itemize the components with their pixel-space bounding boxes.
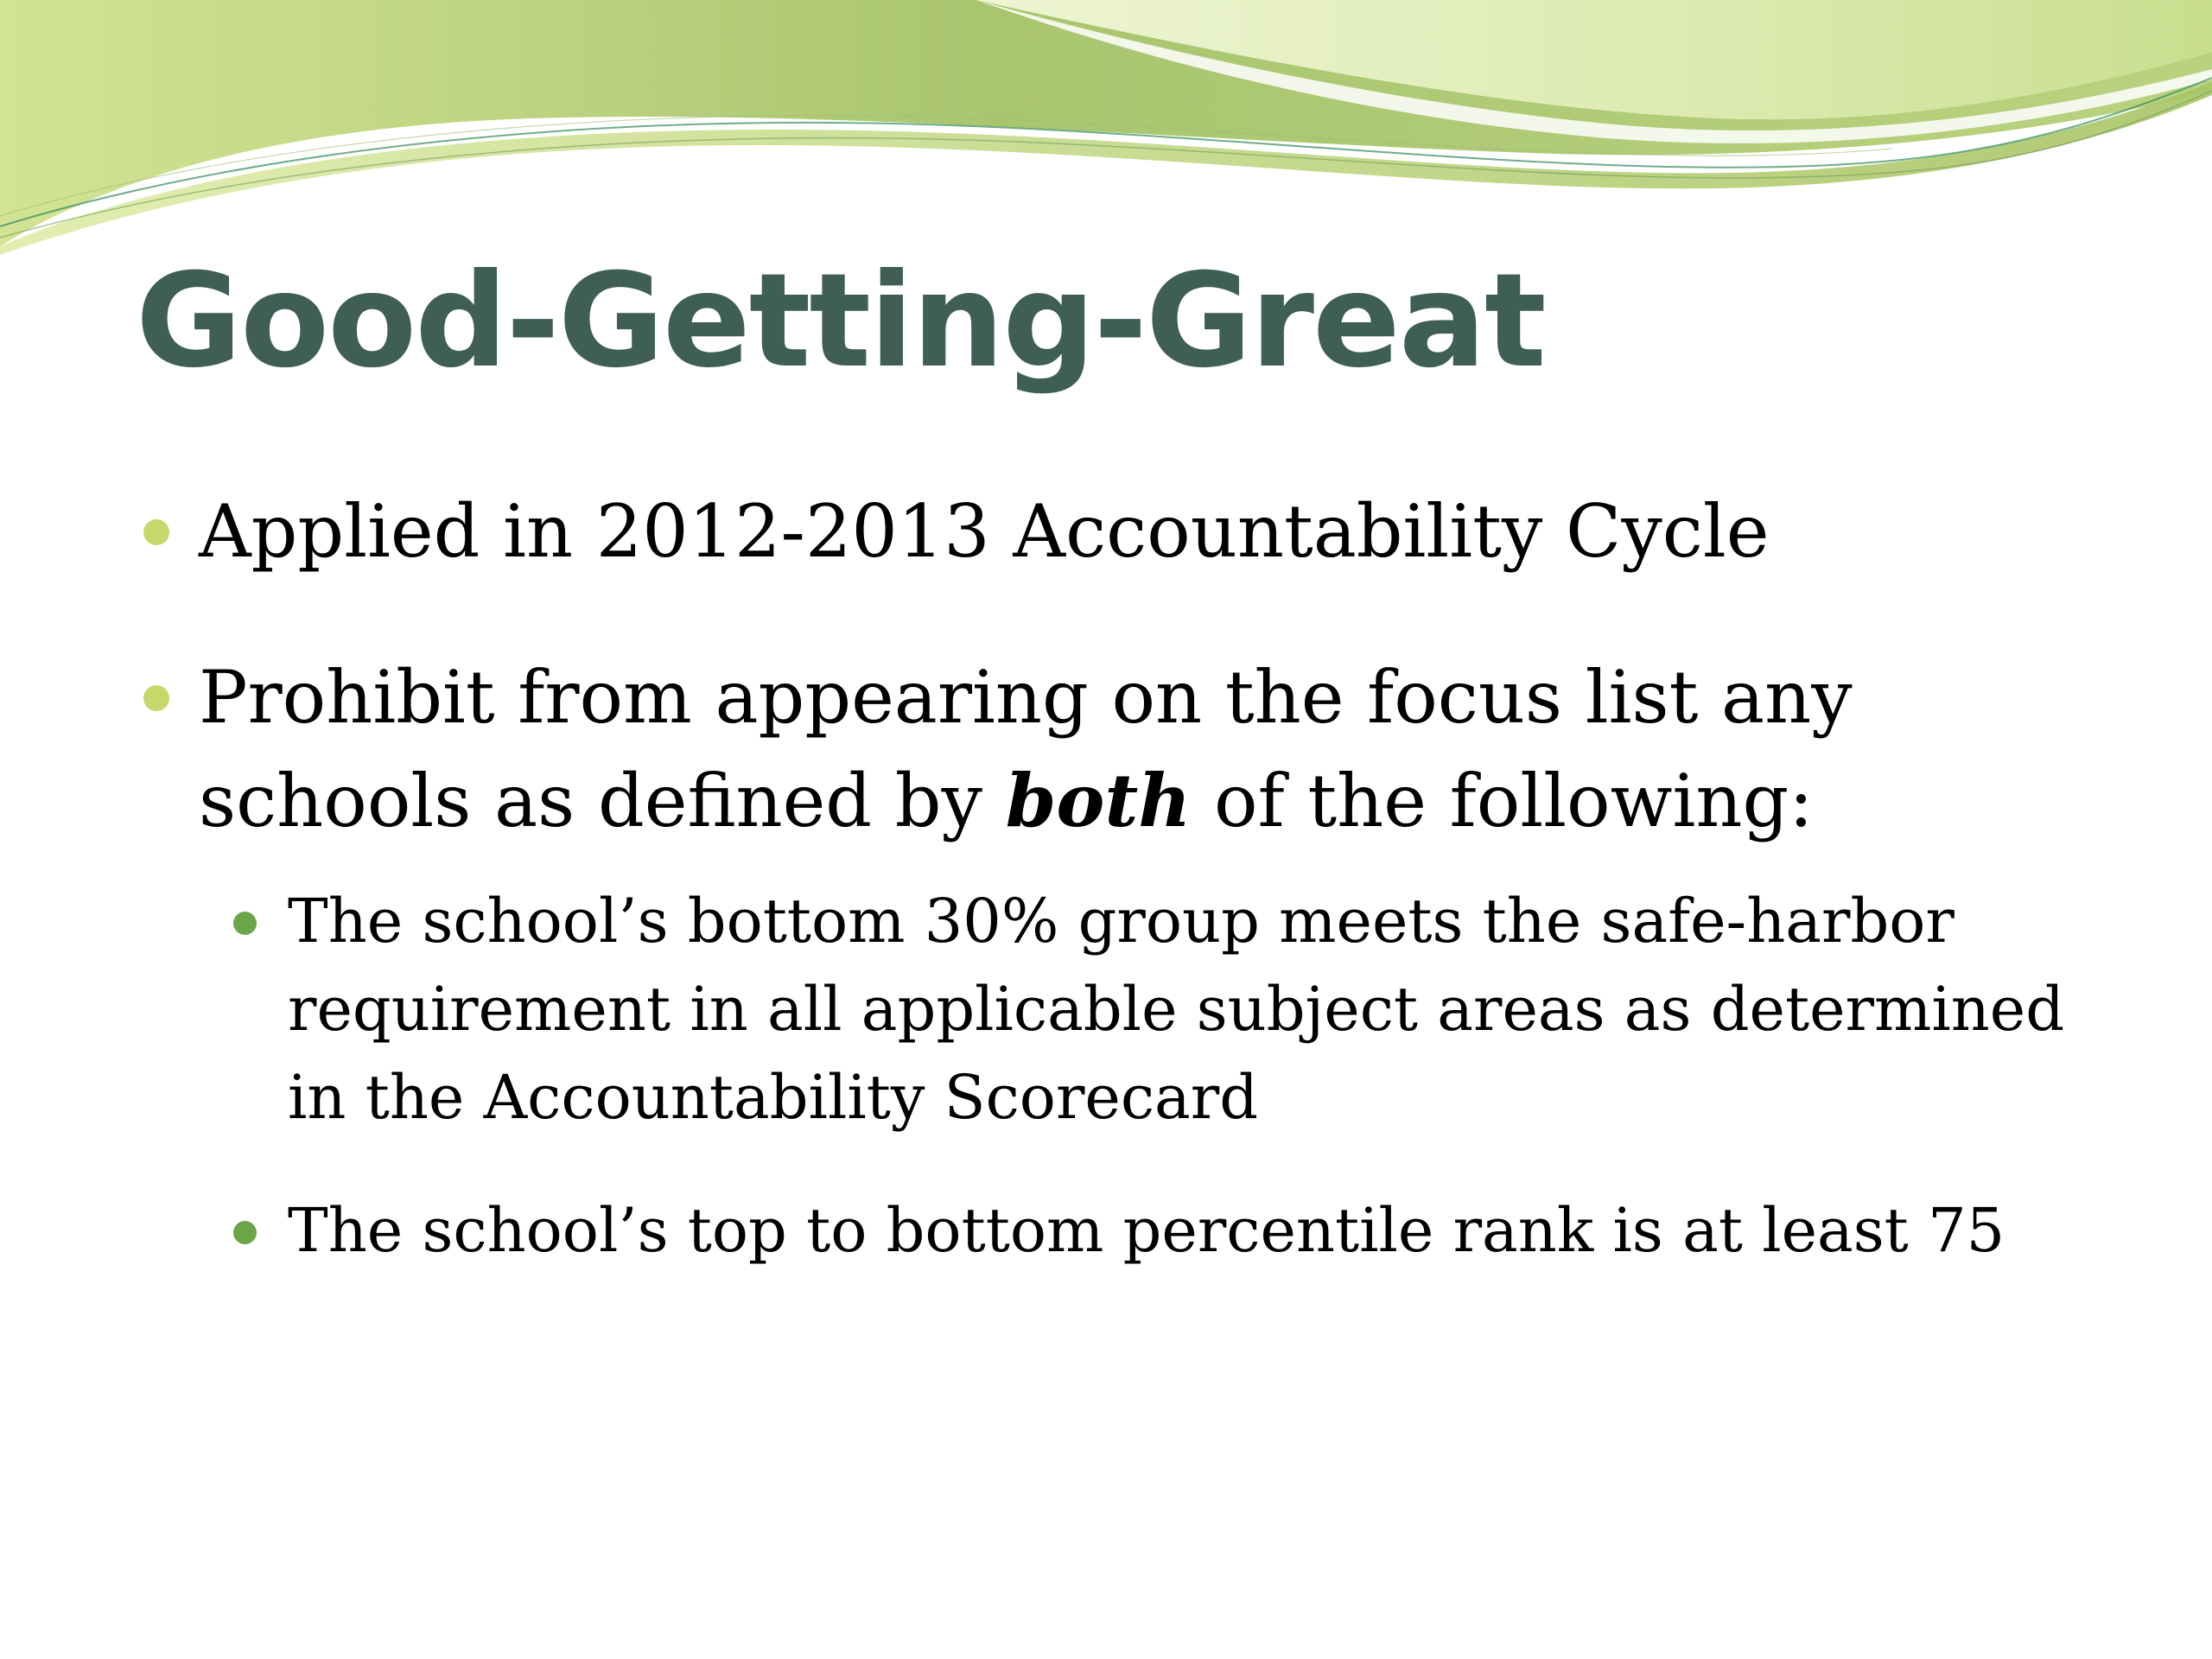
bullet-item-applied (130, 480, 2117, 583)
sub-bullet-text: The school’s bottom 30% group meets the safe-harbor requirement in all applicable subject areas as determined in the Accountability Scorecard (288, 886, 2065, 1133)
bullet-item-prohibit (130, 645, 2117, 853)
slide-title: Good-Getting-Great (136, 246, 1545, 397)
bullet-list (130, 480, 2117, 1274)
bullet-text: Applied in 2012-2013 Accountability Cycle (199, 489, 1770, 574)
decorative-wave-banner (0, 0, 2212, 259)
sub-bullet-text: The school’s top to bottom percentile rank is at least 75 (288, 1195, 2005, 1266)
bullet-text-after: of the following: (1191, 759, 1814, 843)
emphasis-text: both (1005, 758, 1192, 843)
sub-bullet-dot-icon (233, 912, 257, 935)
sub-bullet-item-percentile (216, 1186, 2117, 1274)
bullet-dot-icon (143, 685, 169, 711)
bullet-text-before: Prohibit from appearing on the focus list any schools as defined by (199, 655, 1853, 843)
bullet-dot-icon (143, 519, 169, 545)
sub-bullet-item-safe-harbor (216, 877, 2117, 1141)
sub-bullet-dot-icon (233, 1221, 257, 1244)
